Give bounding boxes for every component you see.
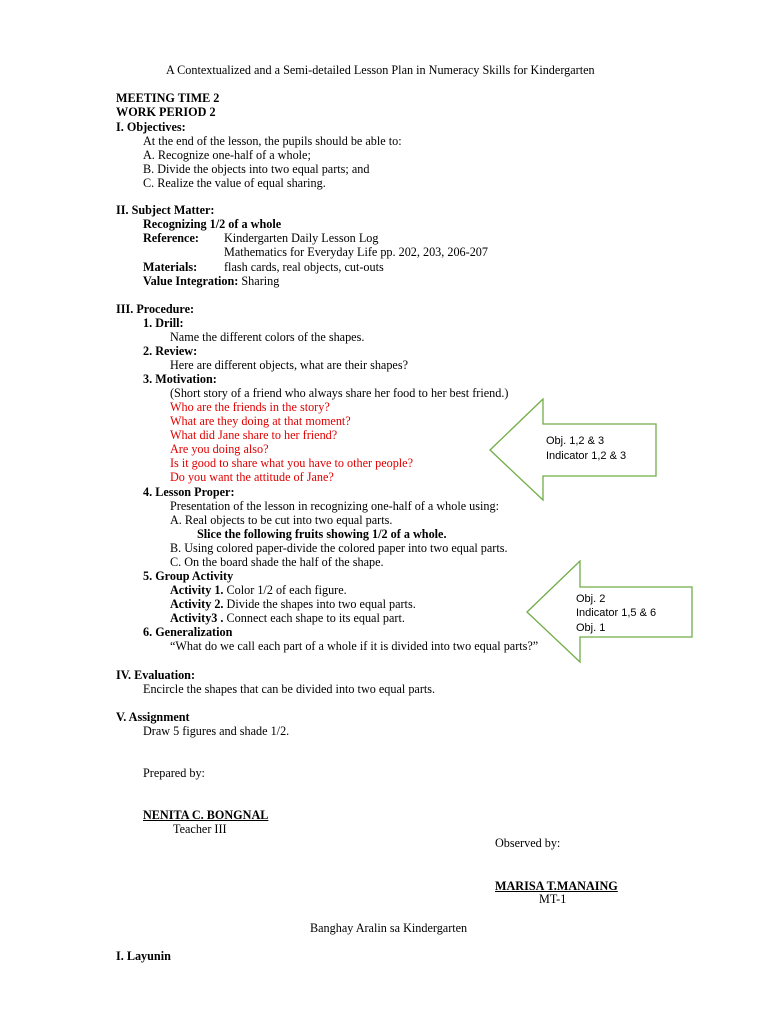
observer-name: MARISA T.MANAING: [495, 879, 618, 893]
callout-2-line: Indicator 1,5 & 6: [576, 607, 657, 619]
objectives-heading: I. Objectives:: [116, 120, 186, 134]
work-period: WORK PERIOD 2: [116, 105, 216, 119]
review-text: Here are different objects, what are their shapes?: [170, 358, 408, 372]
objectives-intro: At the end of the lesson, the pupils should be able to:: [143, 134, 402, 148]
motivation-question: Are you doing also?: [170, 442, 269, 456]
motivation-intro: (Short story of a friend who always share her food to her best friend.): [170, 386, 509, 400]
motivation-question: What are they doing at that moment?: [170, 414, 351, 428]
review-label: 2. Review:: [143, 344, 198, 358]
lesson-item: C. On the board shade the half of the shape.: [170, 555, 384, 569]
activity-item: [170, 611, 405, 625]
drill-label: 1. Drill:: [143, 316, 184, 330]
motivation-question: Do you want the attitude of Jane?: [170, 470, 334, 484]
generalization-label: 6. Generalization: [143, 625, 233, 639]
objective-item: A. Recognize one-half of a whole;: [143, 148, 311, 162]
motivation-question: Who are the friends in the story?: [170, 400, 330, 414]
evaluation-heading: IV. Evaluation:: [116, 668, 196, 682]
objective-item: C. Realize the value of equal sharing.: [143, 176, 326, 190]
activity-label: Activity 2.: [170, 597, 224, 611]
objective-item: B. Divide the objects into two equal parts; and: [143, 162, 370, 176]
generalization-text: “What do we call each part of a whole if it is divided into two equal parts?”: [170, 639, 539, 653]
observer-title: MT-1: [539, 892, 567, 906]
lesson-item: A. Real objects to be cut into two equal parts.: [170, 513, 393, 527]
callout-2-line: Obj. 1: [576, 622, 606, 634]
lesson-proper-label: 4. Lesson Proper:: [143, 485, 235, 499]
activity-label: Activity3 .: [170, 611, 224, 625]
value-integration-label: Value Integration:: [143, 274, 239, 288]
layunin-heading: I. Layunin: [116, 949, 171, 963]
activity-text: Divide the shapes into two equal parts.: [223, 597, 416, 611]
materials-label: Materials:: [143, 260, 198, 274]
materials-value: flash cards, real objects, cut-outs: [224, 260, 384, 274]
subject-topic: Recognizing 1/2 of a whole: [143, 217, 282, 231]
value-integration: [143, 274, 279, 288]
callout-1-line: Indicator 1,2 & 3: [546, 450, 627, 462]
lesson-intro: Presentation of the lesson in recognizing one-half of a whole using:: [170, 499, 499, 513]
drill-text: Name the different colors of the shapes.: [170, 330, 365, 344]
teacher-name: NENITA C. BONGNAL: [143, 808, 269, 822]
subject-matter-heading: II. Subject Matter:: [116, 203, 215, 217]
meeting-time: MEETING TIME 2: [116, 91, 220, 105]
motivation-question: Is it good to share what you have to other people?: [170, 456, 414, 470]
assignment-heading: V. Assignment: [116, 710, 190, 724]
lesson-item: B. Using colored paper-divide the colored paper into two equal parts.: [170, 541, 508, 555]
reference-value: Kindergarten Daily Lesson Log: [224, 231, 379, 245]
motivation-question: What did Jane share to her friend?: [170, 428, 338, 442]
callout-2-line: Obj. 2: [576, 593, 606, 605]
prepared-by-label: Prepared by:: [143, 766, 205, 780]
activity-text: Color 1/2 of each figure.: [223, 583, 347, 597]
value-integration-value: Sharing: [238, 274, 280, 288]
document-title: A Contextualized and a Semi-detailed Lesson Plan in Numeracy Skills for Kindergarten: [166, 63, 595, 77]
activity-label: Activity 1.: [170, 583, 224, 597]
procedure-heading: III. Procedure:: [116, 302, 195, 316]
assignment-text: Draw 5 figures and shade 1/2.: [143, 724, 290, 738]
motivation-label: 3. Motivation:: [143, 372, 217, 386]
activity-item: [170, 597, 416, 611]
lesson-slice: Slice the following fruits showing 1/2 of a whole.: [197, 527, 447, 541]
teacher-title: Teacher III: [173, 822, 227, 836]
activity-item: [170, 583, 347, 597]
reference-value: Mathematics for Everyday Life pp. 202, 203, 206-207: [224, 245, 488, 259]
filipino-title: Banghay Aralin sa Kindergarten: [310, 921, 468, 935]
group-activity-label: 5. Group Activity: [143, 569, 234, 583]
activity-text: Connect each shape to its equal part.: [223, 611, 405, 625]
evaluation-text: Encircle the shapes that can be divided into two equal parts.: [143, 682, 436, 696]
reference-label: Reference:: [143, 231, 199, 245]
callout-1-line: Obj. 1,2 & 3: [546, 435, 605, 447]
observed-by-label: Observed by:: [495, 836, 561, 850]
